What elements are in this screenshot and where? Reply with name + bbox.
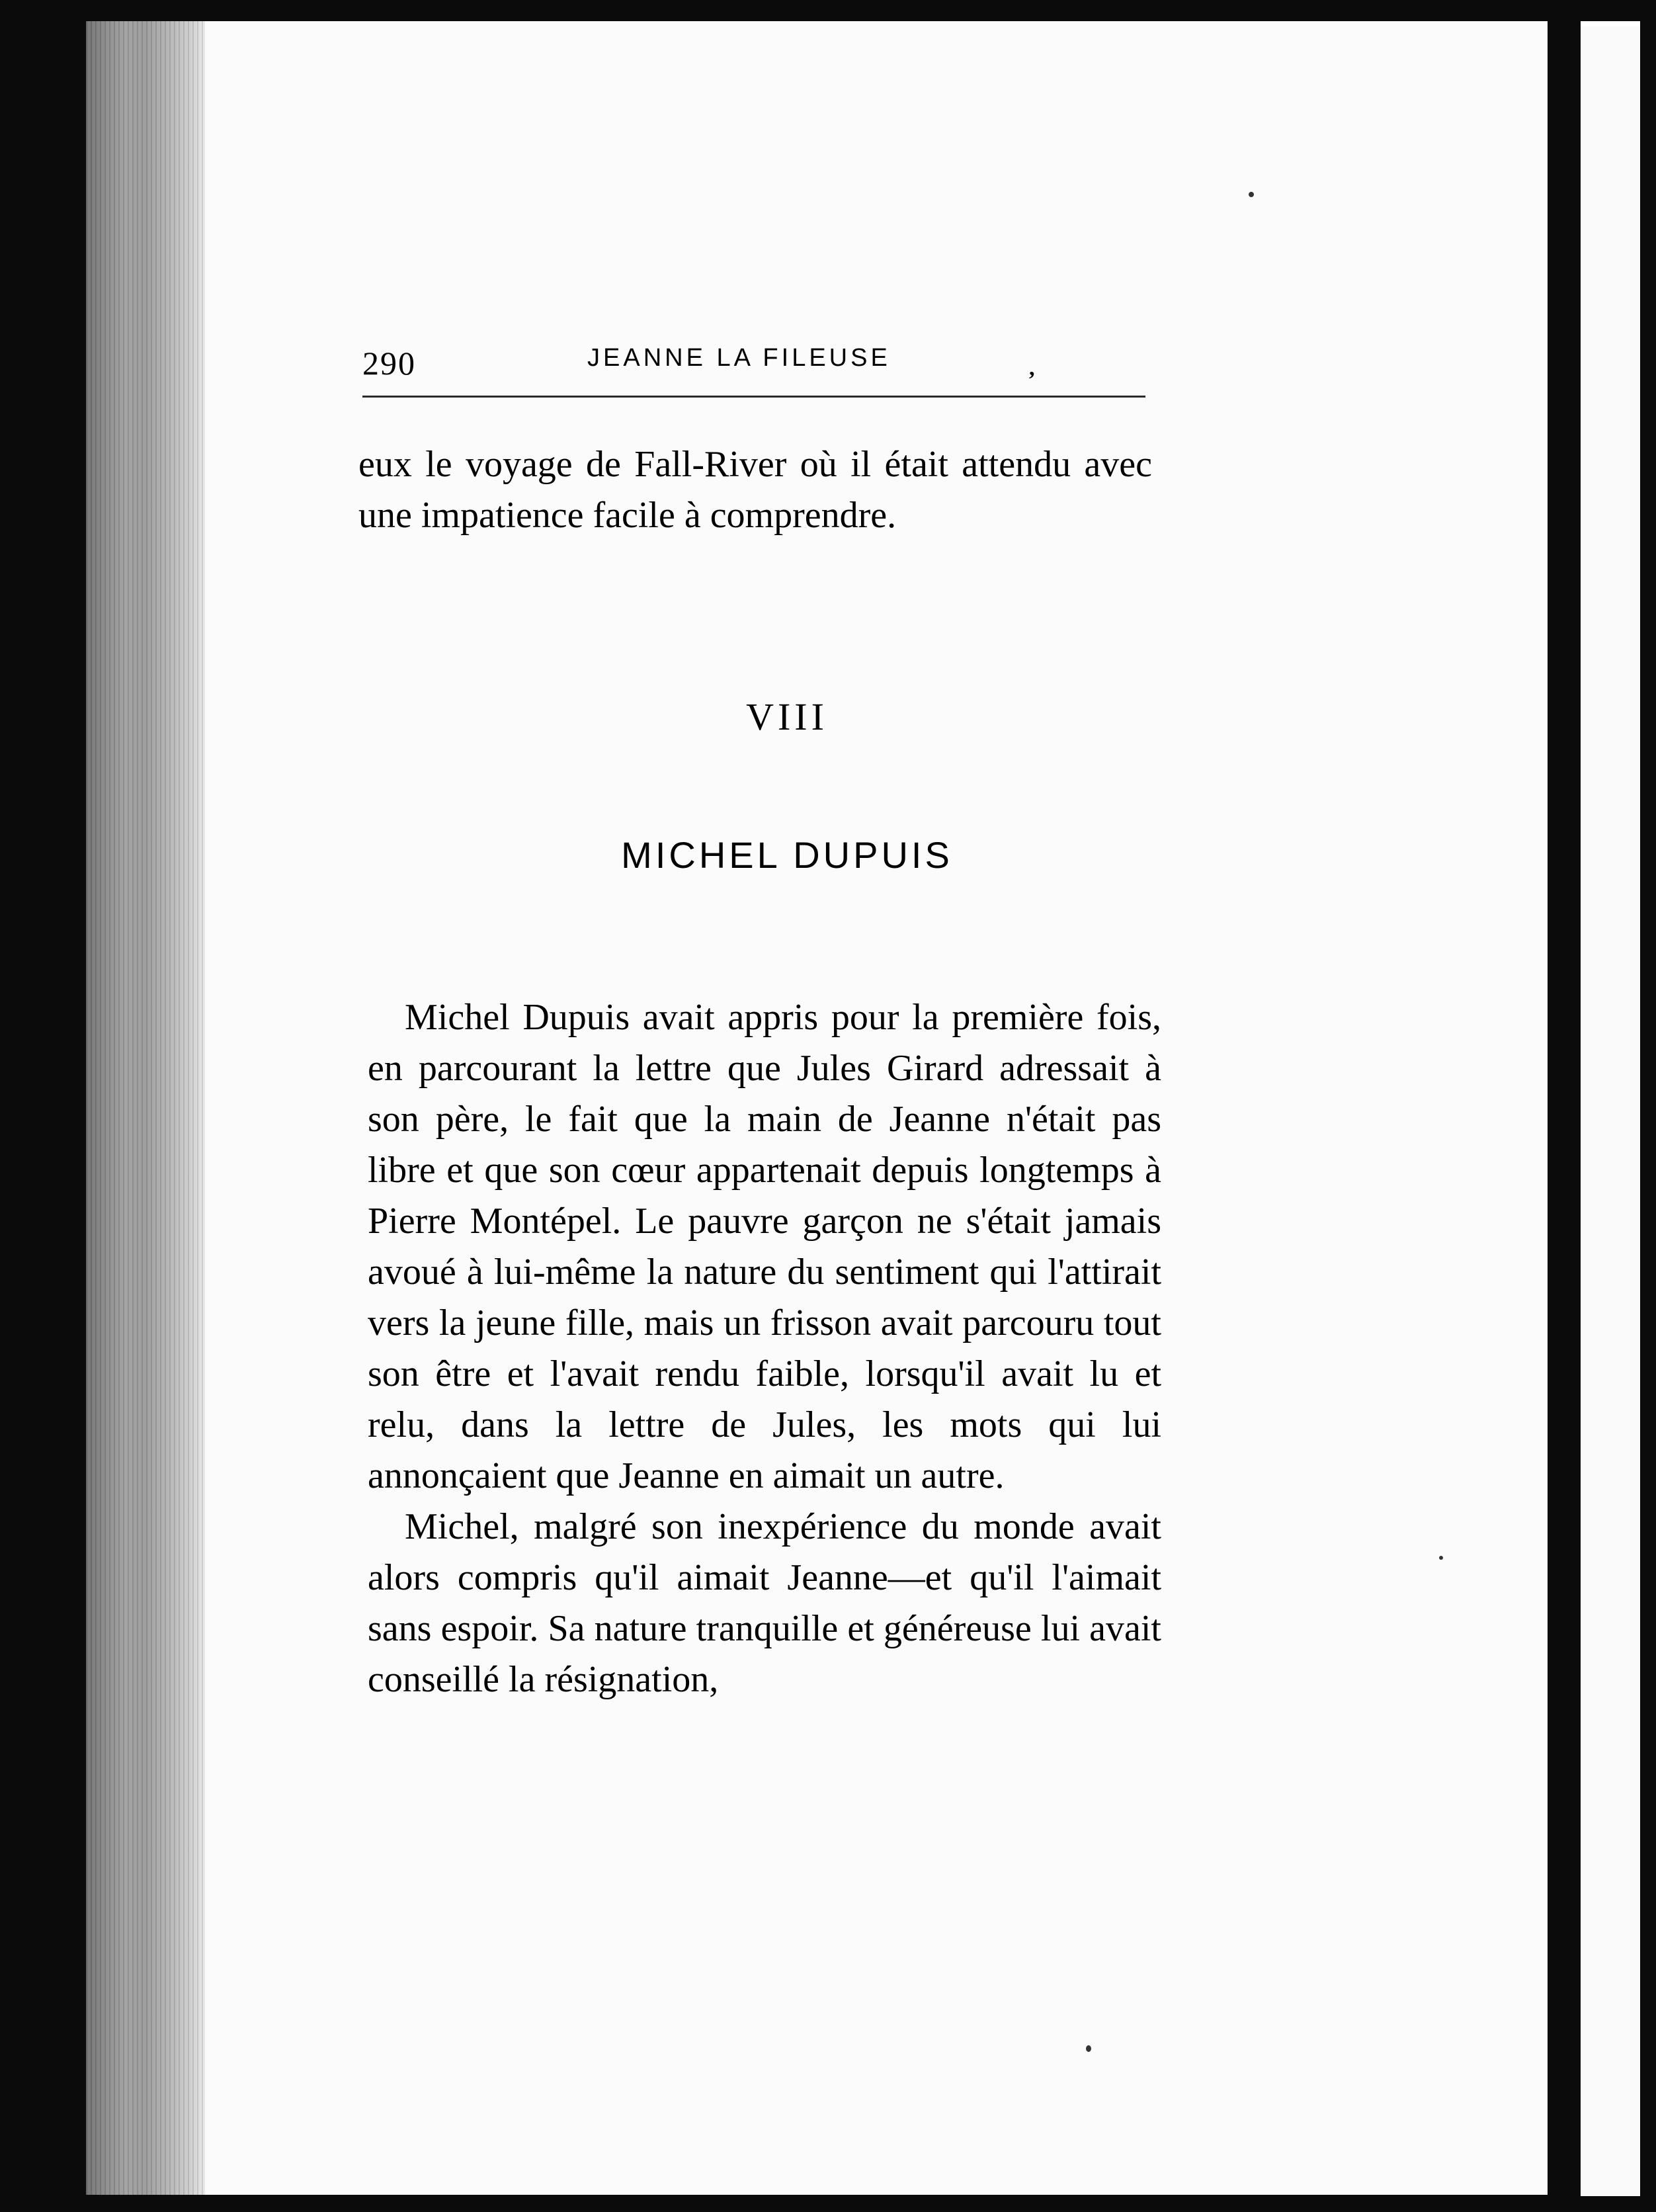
top-scan-margin [86, 0, 1656, 21]
carry-over-paragraph: eux le voyage de Fall-River où il était attendu avec une impatience facile à comprendre. [358, 444, 1152, 536]
paragraph: Michel Dupuis avait appris pour la première fois, en parcourant la lettre que Jules Girard adressait à son père, le fait que la main de Jeanne n'était pas libre et que son cœur appartenait depuis longtemps à Pierre Montépel. Le pauvre garçon ne s'était jamais avoué à lui-même la nature du sentiment qui l'attirait vers la jeune fille, mais un frisson avait parcouru tout son être et l'avait rendu faible, lorsqu'il avait lu et relu, dans la lettre de Jules, les mots qui lui annonçaient que Jeanne en aimait un autre. [368, 997, 1161, 1496]
ink-speck [1249, 192, 1254, 197]
next-page-edge [1581, 26, 1640, 2196]
page-number: 290 [362, 345, 416, 382]
ink-speck [1086, 2045, 1091, 2052]
page-block-texture [86, 20, 205, 2196]
right-gutter [1548, 0, 1581, 2212]
running-head [362, 318, 1354, 382]
bottom-scan-margin [86, 2195, 1656, 2212]
running-title: JEANNE LA FILEUSE [587, 344, 891, 372]
head-mark: , [1029, 356, 1035, 380]
right-scan-margin [1640, 0, 1656, 2212]
ink-speck [1439, 1556, 1443, 1560]
left-scan-margin [0, 0, 86, 2212]
header-rule [362, 396, 1145, 398]
chapter-number: VIII [746, 695, 828, 738]
chapter-title: MICHEL DUPUIS [621, 834, 953, 876]
paragraph: Michel, malgré son inexpérience du monde avait alors compris qu'il aimait Jeanne—et qu'il l'aimait sans espoir. Sa nature tranquille et généreuse lui avait conseillé la résignation, [368, 1506, 1161, 1700]
chapter-body [368, 992, 1161, 1705]
